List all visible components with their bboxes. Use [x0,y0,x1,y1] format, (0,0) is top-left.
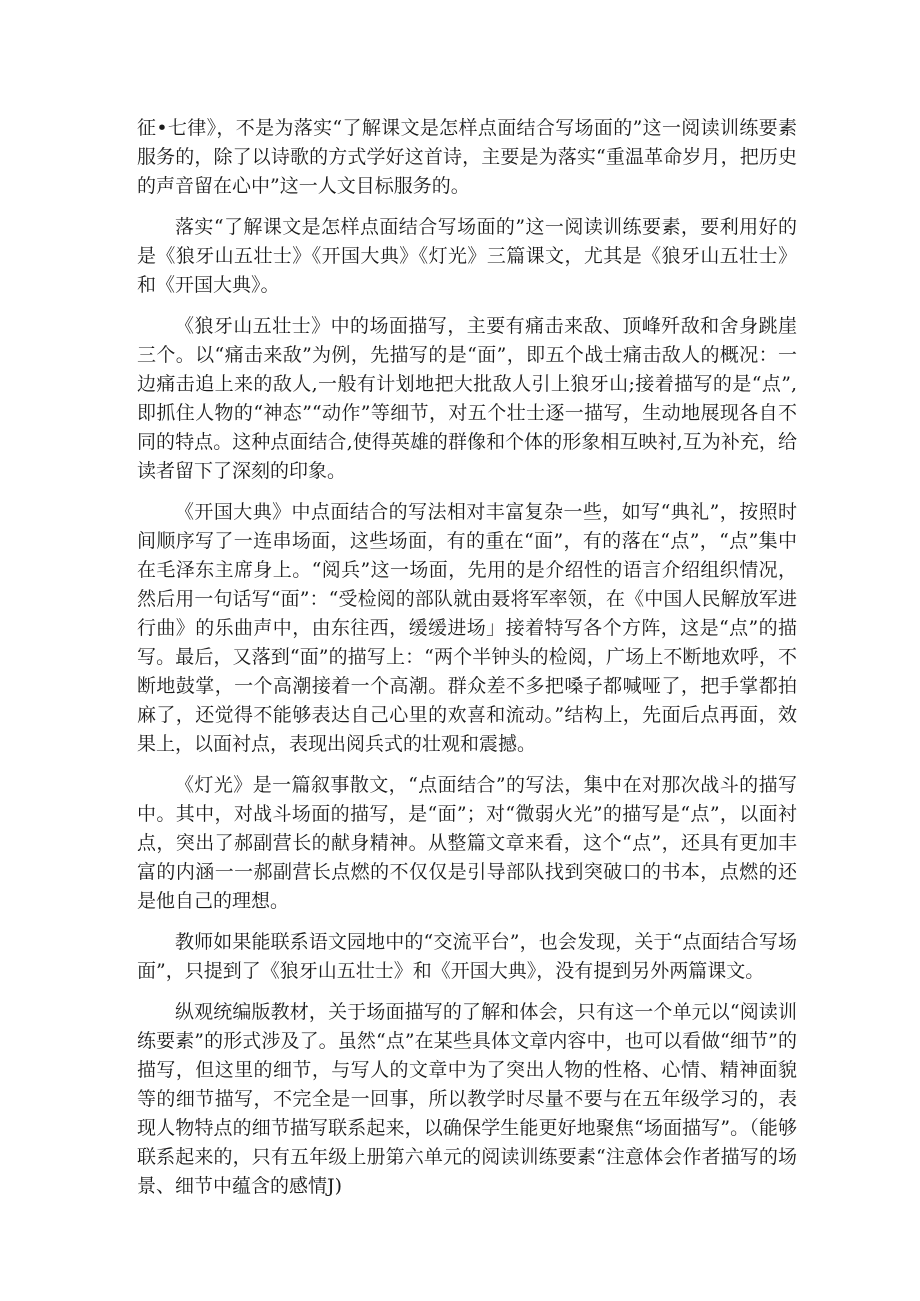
paragraph-conclusion: 纵观统编版教材，关于场面描写的了解和体会，只有这一个单元以“阅读训练要素”的形式涉及了。虽然“点”在某些具体文章内容中，也可以看做“细节”的描写，但这里的细节，与写人的文章中为了突出人物的性格、心情、精神面貌等的细节描写，不完全是一回事，所以教学时尽量不要与在五年级学习的，表现人物特点的细节描写联系起来，以确保学生能更好地聚焦“场面描写”。（能够联系起来的，只有五年级上册第六单元的阅读训练要素“注意体会作者描写的场景、细节中蕴含的感情J) [137,1001,797,1197]
paragraph-langyashan: 《狼牙山五壮士》中的场面描写，主要有痛击来敌、顶峰歼敌和舍身跳崖三个。以“痛击来敌”为例，先描写的是“面”，即五个战士痛击敌人的概况：一边痛击追上来的敌人,一般有计划地把大批敌人引上狼牙山;接着描写的是“点”,即抓住人物的“神态”“动作”等细节，对五个壮士逐一描写，生动地展现各自不同的特点。这种点面结合,使得英雄的群像和个体的形象相互映衬,互为补充，给读者留下了深刻的印象。 [137,315,797,482]
paragraph-continued: 征•七律》，不是为落实“了解课文是怎样点面结合写场面的”这一阅读训练要素服务的，除了以诗歌的方式学好这首诗，主要是为落实“重温革命岁月，把历史的声音留在心中”这一人文目标服务的。 [137,117,797,197]
paragraph-jiaoliu-pingtai: 教师如果能联系语文园地中的“交流平台”，也会发现，关于“点面结合写场面”，只提到了《狼牙山五壮士》和《开国大典》，没有提到另外两篇课文。 [137,931,797,982]
paragraph-dengguang: 《灯光》是一篇叙事散文，“点面结合”的写法，集中在对那次战斗的描写中。其中，对战斗场面的描写，是“面”；对“微弱火光”的描写是“点”，以面衬点，突出了郝副营长的献身精神。从整篇文章来看，这个“点”，还具有更加丰富的内涵一一郝副营长点燃的不仅仅是引导部队找到突破口的书本，点燃的还是他自己的理想。 [137,774,797,912]
document-body [137,114,797,1213]
paragraph-reading-element: 落实“了解课文是怎样点面结合写场面的”这一阅读训练要素，要利用好的是《狼牙山五壮士》《开国大典》《灯光》三篇课文，尤其是《狼牙山五壮士》和《开国大典》。 [137,216,797,296]
paragraph-kaiguo-dadian: 《开国大典》中点面结合的写法相对丰富复杂一些，如写“典礼”，按照时间顺序写了一连串场面，这些场面，有的重在“面”，有的落在“点”，“点”集中在毛泽东主席身上。“阅兵”这一场面，先用的是介绍性的语言介绍组织情况，然后用一句话写“面”：“受检阅的部队就由聂将军率领，在《中国人民解放军进行曲》的乐曲声中，由东往西，缓缓进场」接着特写各个方阵，这是“点”的描写。最后，又落到“面”的描写上：“两个半钟头的检阅，广场上不断地欢呼，不断地鼓掌，一个高潮接着一个高潮。群众差不多把嗓子都喊哑了，把手掌都拍麻了，还觉得不能够表达自己心里的欢喜和流动。”结构上，先面后点再面，效果上，以面衬点，表现出阅兵式的壮观和震撼。 [137,501,797,755]
